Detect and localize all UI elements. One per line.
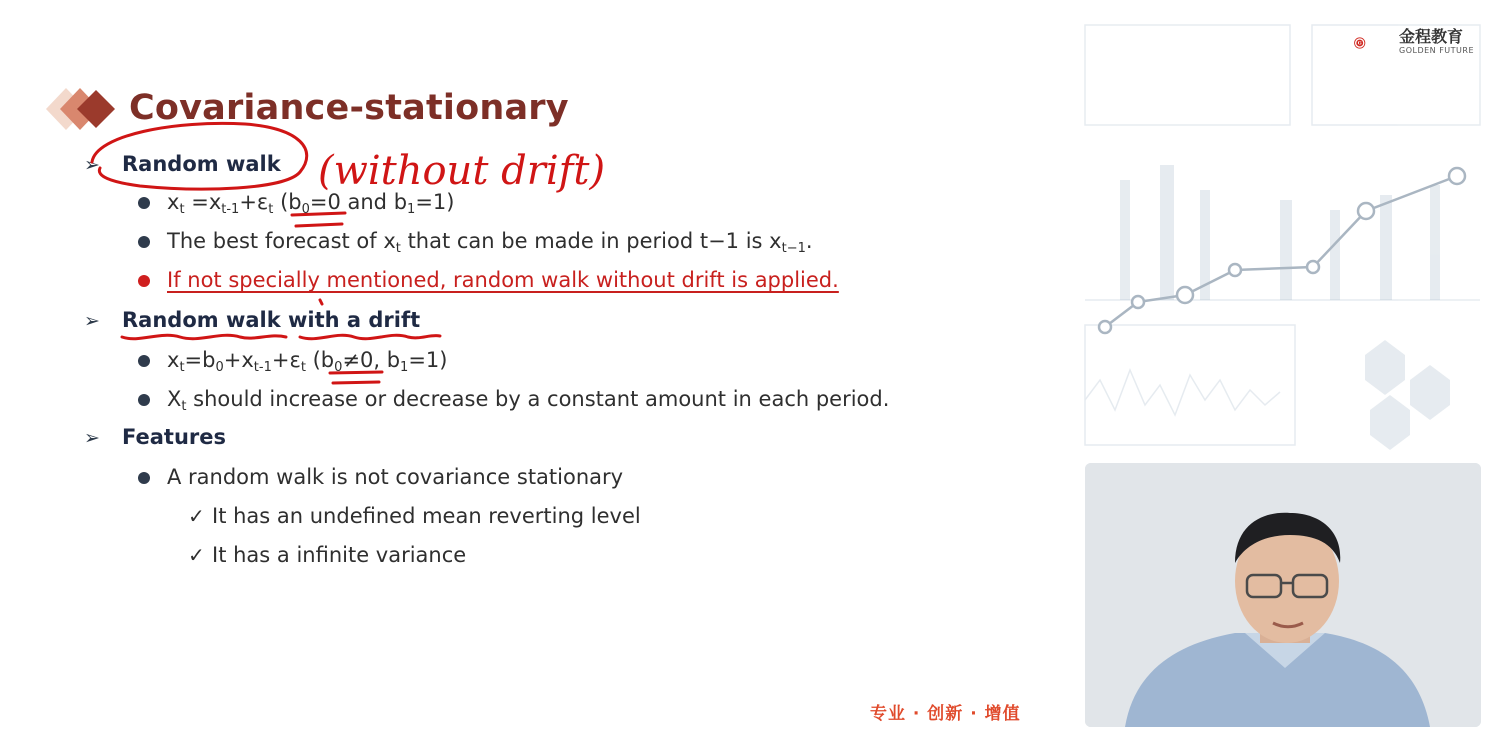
logo-emblem-icon bbox=[1354, 23, 1394, 63]
feature-detail-mean: It has an undefined mean reverting level bbox=[212, 504, 641, 528]
background-decoration bbox=[1080, 20, 1485, 450]
slogan-text: 专业 · 创新 · 增值 bbox=[870, 704, 1021, 724]
logo-subtitle: GOLDEN FUTURE bbox=[1399, 46, 1475, 55]
bullet-dot bbox=[138, 197, 150, 209]
heading-random-walk: Random walk bbox=[122, 152, 281, 176]
feature-text: A random walk is not covariance stationary bbox=[167, 465, 624, 489]
check-icon: ✓ bbox=[188, 543, 205, 567]
bullet-dot bbox=[138, 394, 150, 406]
presenter-video bbox=[1085, 463, 1481, 727]
arrow-bullet-icon: ➢ bbox=[84, 154, 100, 176]
drift-description-text: $X_t$ should increase or decrease by a constant amount in each period. bbox=[167, 387, 890, 414]
bullet-dot bbox=[138, 236, 150, 248]
arrow-bullet-icon: ➢ bbox=[84, 310, 100, 332]
heading-random-walk-drift: Random walk with a drift bbox=[122, 308, 421, 332]
slide-title: Covariance-stationary bbox=[129, 88, 569, 128]
bullet-dot bbox=[138, 472, 150, 484]
bullet-dot bbox=[138, 355, 150, 367]
handwriting-text: (without drift) bbox=[318, 148, 606, 194]
svg-text:G: G bbox=[1357, 41, 1362, 47]
heading-features: Features bbox=[122, 425, 226, 449]
feature-detail-variance: It has a infinite variance bbox=[212, 543, 467, 567]
equation-random-walk: $x_t =x_{t-1}+\varepsilon_t$ ($b_0=0$ and $b_1=1$) bbox=[167, 190, 455, 217]
logo-name: 金程教育 bbox=[1399, 27, 1464, 46]
best-forecast-text: The best forecast of $x_t$ that can be made in period t−1 is $x_{t-1}$. bbox=[167, 229, 813, 256]
bullet-dot-red bbox=[138, 275, 150, 287]
title-diamond-icon bbox=[44, 86, 124, 132]
arrow-bullet-icon: ➢ bbox=[84, 427, 100, 449]
default-note-text: If not specially mentioned, random walk without drift is applied. bbox=[167, 268, 839, 292]
check-icon: ✓ bbox=[188, 504, 205, 528]
presenter-image bbox=[1085, 463, 1481, 727]
equation-random-walk-drift: $x_t=b_0+x_{t-1}+\varepsilon_t$ ($b_0\ne 0$, $b_1=1$) bbox=[167, 348, 448, 375]
